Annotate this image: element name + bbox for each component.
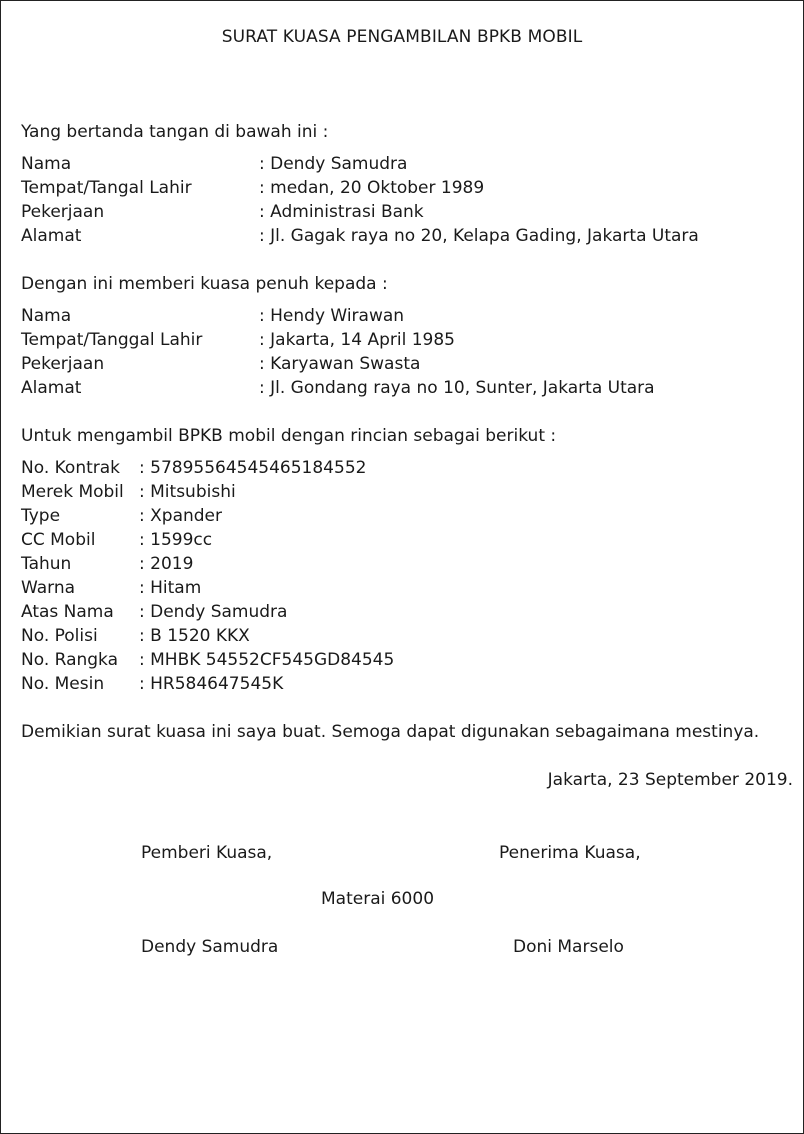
vehicle-label: No. Polisi <box>21 626 98 646</box>
vehicle-label: Warna <box>21 578 76 598</box>
giver-value: : Dendy Samudra <box>259 154 408 174</box>
vehicle-value: : Mitsubishi <box>139 482 236 502</box>
receiver-name: Doni Marselo <box>513 937 624 957</box>
vehicle-label: No. Kontrak <box>21 458 121 478</box>
giver-name: Dendy Samudra <box>141 937 279 957</box>
vehicle-value: : B 1520 KKX <box>139 626 250 646</box>
vehicle-value: : Dendy Samudra <box>139 602 288 622</box>
receiver-value: : Hendy Wirawan <box>259 306 405 326</box>
vehicle-value: : 57895564545465184552 <box>139 458 367 478</box>
intro-text: Yang bertanda tangan di bawah ini : <box>21 122 329 142</box>
vehicle-label: No. Rangka <box>21 650 119 670</box>
giver-role: Pemberi Kuasa, <box>141 843 273 863</box>
receiver-label: Nama <box>21 306 72 326</box>
receiver-value: : Karyawan Swasta <box>259 354 421 374</box>
receiver-value: : Jl. Gondang raya no 10, Sunter, Jakarta Utara <box>259 378 655 398</box>
giver-label: Tempat/Tangal Lahir <box>21 178 192 198</box>
giver-label: Pekerjaan <box>21 202 105 222</box>
receiver-label: Tempat/Tanggal Lahir <box>21 330 203 350</box>
vehicle-value: : Xpander <box>139 506 222 526</box>
vehicle-value: : MHBK 54552CF545GD84545 <box>139 650 395 670</box>
vehicle-label: CC Mobil <box>21 530 96 550</box>
vehicle-value: : Hitam <box>139 578 202 598</box>
receiver-role: Penerima Kuasa, <box>499 843 641 863</box>
giver-value: : Administrasi Bank <box>259 202 424 222</box>
purpose-text: Untuk mengambil BPKB mobil dengan rincian sebagai berikut : <box>21 426 557 446</box>
receiver-value: : Jakarta, 14 April 1985 <box>259 330 455 350</box>
closing-text: Demikian surat kuasa ini saya buat. Semoga dapat digunakan sebagaimana mestinya. <box>21 722 760 742</box>
vehicle-label: Merek Mobil <box>21 482 124 502</box>
receiver-label: Alamat <box>21 378 82 398</box>
letter-title: SURAT KUASA PENGAMBILAN BPKB MOBIL <box>221 27 583 47</box>
giver-value: : Jl. Gagak raya no 20, Kelapa Gading, Jakarta Utara <box>259 226 699 246</box>
vehicle-value: : HR584647545K <box>139 674 284 694</box>
giver-label: Nama <box>21 154 72 174</box>
vehicle-label: No. Mesin <box>21 674 105 694</box>
giver-value: : medan, 20 Oktober 1989 <box>259 178 485 198</box>
grant-intro-text: Dengan ini memberi kuasa penuh kepada : <box>21 274 388 294</box>
vehicle-value: : 2019 <box>139 554 194 574</box>
place-date: Jakarta, 23 September 2019. <box>547 770 793 790</box>
stamp-note: Materai 6000 <box>321 889 435 909</box>
vehicle-label: Atas Nama <box>21 602 114 622</box>
vehicle-label: Type <box>21 506 61 526</box>
vehicle-value: : 1599cc <box>139 530 213 550</box>
vehicle-label: Tahun <box>21 554 72 574</box>
receiver-label: Pekerjaan <box>21 354 105 374</box>
giver-label: Alamat <box>21 226 82 246</box>
